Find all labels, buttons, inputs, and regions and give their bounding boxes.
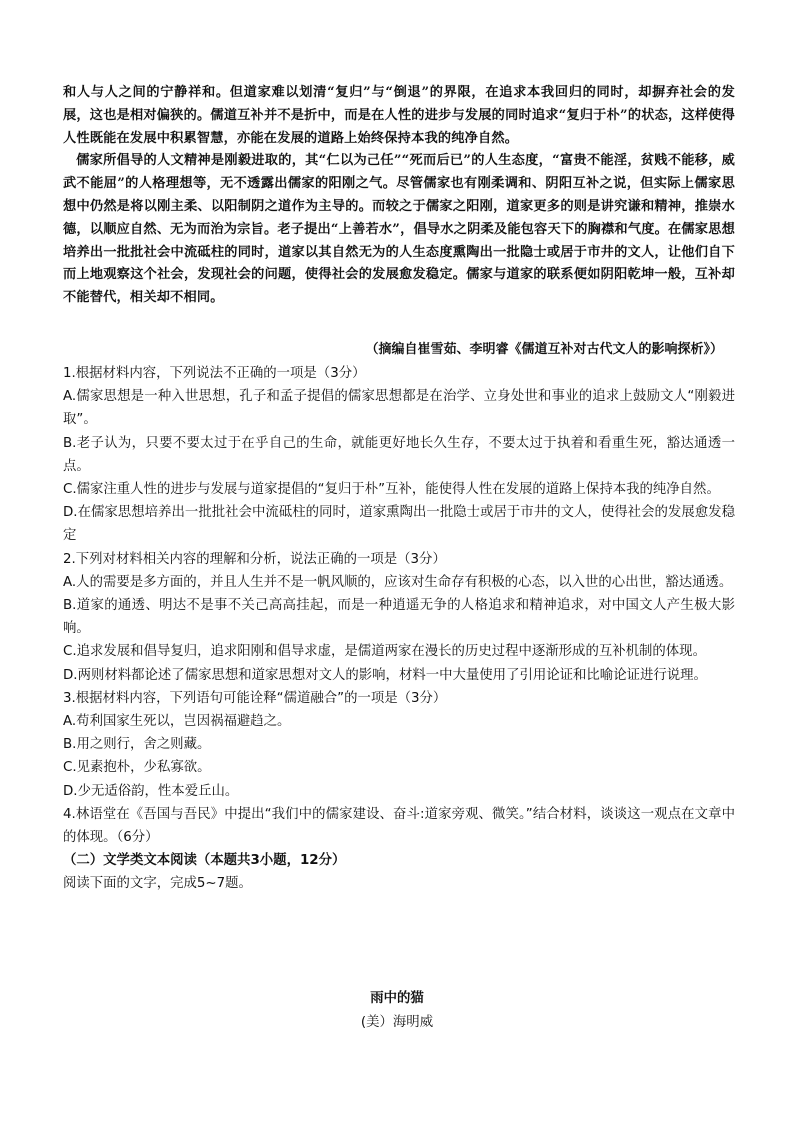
question-3-option-c: C.见素抱朴，少私寡欲。: [63, 760, 211, 776]
question-2-stem: 2.下列对材料相关内容的理解和分析，说法正确的一项是（3分）: [63, 551, 446, 567]
question-1-option-c: C.儒家注重人性的进步与发展与道家提倡的“复归于朴”互补，能使得人性在发展的道路上保持本我的纯净自然。: [63, 482, 720, 498]
question-3-option-d: D.少无适俗韵，性本爱丘山。: [63, 783, 239, 799]
question-4-stem: 4.林语堂在《吾国与吾民》中提出“我们中的儒家建设、奋斗:道家旁观、微笑。”结合材料，谈谈这一观点在文章中的体现。（6分）: [63, 806, 735, 846]
story-author: (美）海明威: [360, 1015, 434, 1030]
question-3-option-a: A.苟利国家生死以，岂因祸福避趋之。: [63, 714, 291, 730]
question-2-option-b: B.道家的通透、明达不是事不关己高高挂起，而是一种逍遥无争的人格追求和精神追求，对中国文人产生极大影响。: [63, 598, 735, 637]
question-1-stem: 1.根据材料内容，下列说法不正确的一项是（3分）: [63, 366, 366, 381]
section-2-heading: （二）文学类文本阅读（本题共3小题，12分）: [63, 853, 346, 869]
section-2-instruction: 阅读下面的文字，完成5~7题。: [63, 876, 252, 892]
question-3-option-b: B.用之则行，舍之则藏。: [63, 737, 211, 753]
question-2-option-a: A.人的需要是多方面的，并且人生并不是一帆风顺的，应该对生命存有积极的心态，以入世的心出世，豁达通透。: [63, 574, 733, 590]
question-1-option-b: B.老子认为，只要不要太过于在乎自己的生命，就能更好地长久生存，不要太过于执着和看重生死，豁达通透一点。: [63, 435, 735, 474]
question-2-option-d: D.两则材料都论述了儒家思想和道家思想对文人的影响，材料一中大量使用了引用论证和比喻论证进行说理。: [63, 667, 707, 683]
question-2-option-c: C.追求发展和倡导复归，追求阳刚和倡导求虚，是儒道两家在漫长的历史过程中逐渐形成的互补机制的体现。: [63, 644, 706, 660]
story-title: 雨中的猫: [370, 991, 424, 1006]
question-3-stem: 3.根据材料内容，下列语句可能诠释“儒道融合”的一项是（3分）: [63, 690, 447, 706]
reading-passage: [63, 82, 735, 310]
questions-block: [63, 362, 735, 896]
passage-paragraph-1: 和人与人之间的宁静祥和。但道家难以划清“复归”与“倒退”的界限，在追求本我回归的同时，却摒弃社会的发展，这也是相对偏狭的。儒道互补并不是折中，而是在人性的进步与发展的同时追求“复归于朴”的状态，这样使得人性既能在发展中积累智慧，亦能在发展的道路上始终保持本我的纯净自然。: [63, 85, 735, 146]
question-1-option-a: A.儒家思想是一种入世思想，孔子和孟子提倡的儒家思想都是在治学、立身处世和事业的追求上鼓励文人“刚毅进取”。: [63, 389, 735, 428]
passage-source: （摘编自崔雪茹、李明睿《儒道互补对古代文人的影响探析》）: [365, 342, 723, 357]
question-1-option-d: D.在儒家思想培养出一批批社会中流砥柱的同时，道家熏陶出一批隐士或居于市井的文人，使得社会的发展愈发稳定: [63, 505, 735, 544]
passage-paragraph-2: 儒家所倡导的人文精神是刚毅进取的，其“仁以为己任”“死而后已”的人生态度，“富贵不能淫，贫贱不能移，威武不能屈”的人格理想等，无不透露出儒家的阳刚之气。尽管儒家也有刚柔调和、阴阳互补之说，但实际上儒家思想中仍然是将以刚主柔、以阳制阴之道作为主导的。而较之于儒家之阳刚，道家更多的则是讲究谦和精神，推崇水德，以顺应自然、无为而治为宗旨。老子提出“上善若水”，倡导水之阴柔及能包容天下的胸襟和气度。在儒家思想培养出一批批社会中流砥柱的同时，道家以其自然无为的人生态度熏陶出一批隐士或居于市井的文人，让他们自下而上地观察这个社会，发现社会的问题，使得社会的发展愈发稳定。儒家与道家的联系便如阴阳乾坤一般，互补却不能替代，相关却不相同。: [63, 153, 735, 306]
